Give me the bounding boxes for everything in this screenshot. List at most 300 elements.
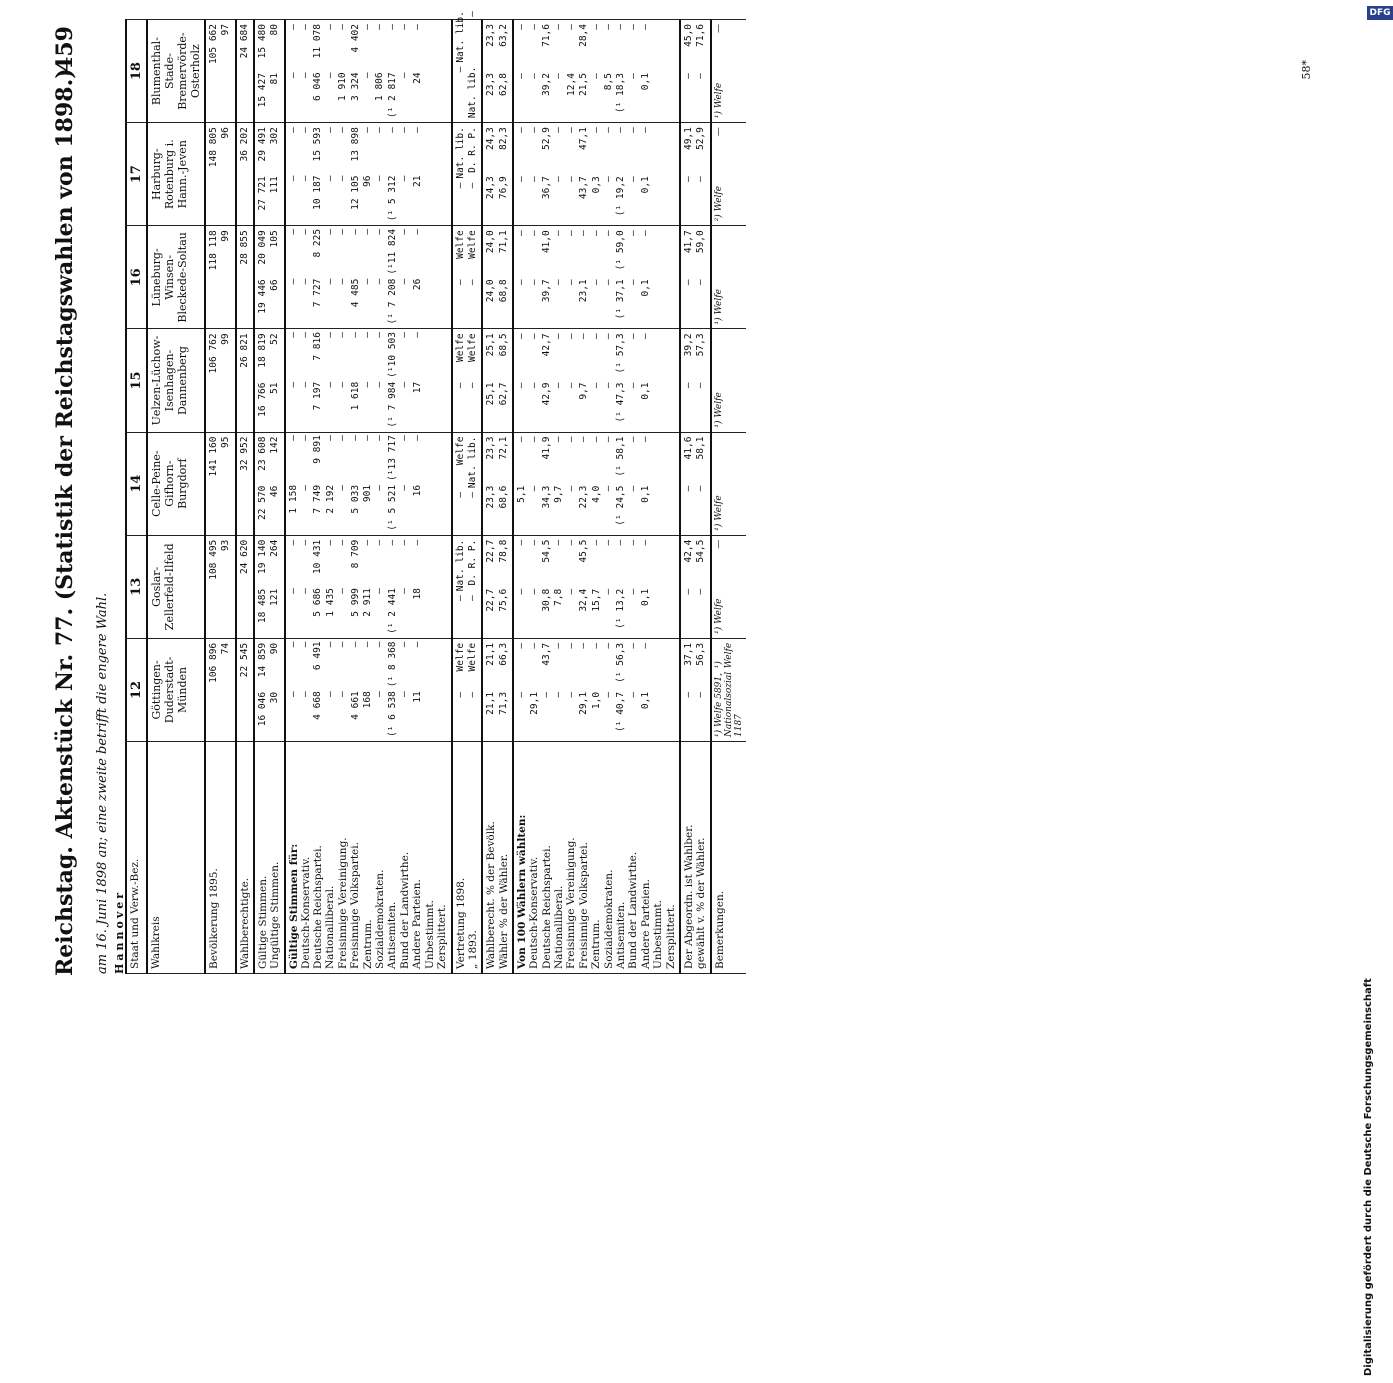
- stimmen-cell-value: 29 491: [256, 127, 268, 162]
- wahlberechtigte-row: [236, 20, 254, 974]
- parteien-cell-value: —: [362, 278, 374, 285]
- von100-cell-value: —: [590, 127, 602, 133]
- wahlkreis-number: 12: [126, 638, 147, 741]
- wahlkreis-name: Harburg-Rotenburg i. Hann.-Jeven: [147, 123, 205, 226]
- von100-cell-value: —: [627, 24, 639, 30]
- von100-cell-value: —: [627, 230, 639, 237]
- parteien-row: [285, 20, 452, 974]
- prozent-cell-value: 24,0: [485, 230, 497, 254]
- parteien-cell-value: 4 668: [312, 691, 324, 720]
- bevoelkerung-cell-value: 95: [220, 436, 232, 449]
- parteien-cell-value: —: [324, 175, 336, 182]
- von100-cell-value: —: [578, 436, 590, 443]
- bevoelkerung-cell: [205, 123, 236, 226]
- von100-cell-value: 28,4: [578, 24, 590, 47]
- vertretung-label-line: „ 1893.: [466, 930, 479, 969]
- bevoelkerung-cell-value: 141 160: [208, 436, 219, 477]
- von100-cell-value: —: [627, 691, 639, 698]
- stimmen-cell-value: 46: [269, 485, 281, 498]
- parteien-cell-value: 1 435: [324, 588, 336, 617]
- staat-label: Staat und Verw.-Bez.: [126, 742, 147, 974]
- vertretung-cell-value: Welfe: [466, 230, 478, 259]
- parteien-label-line: Antisemiten.: [386, 901, 399, 969]
- vertretung-cell-value: Nat. lib.: [466, 66, 478, 119]
- stimmen-cell-value: 22 570: [256, 485, 268, 520]
- von100-cell-value: —: [615, 24, 627, 30]
- parteien-cell-value: —: [349, 641, 361, 648]
- von100-cell-value: 0,1: [640, 176, 652, 194]
- bemerkung-text: ¹) Welfe 5891, Nationalsozial 1187: [713, 671, 744, 737]
- parteien-cell-value: —: [287, 24, 299, 30]
- stimmen-cell: [254, 123, 285, 226]
- von100-cell-value: —: [565, 127, 577, 133]
- wahlkreis-number: 16: [126, 226, 147, 329]
- parteien-cell-value: —: [374, 539, 386, 546]
- stimmen-cell-value: 80: [269, 24, 281, 36]
- parteien-cell-value: —: [362, 332, 374, 338]
- vertretung-cell-value: D. R. P.: [466, 127, 478, 173]
- von100-label-line: Bund der Landwirthe.: [627, 851, 640, 969]
- von100-cell-value: —: [627, 127, 639, 133]
- von100-cell-value: —: [602, 485, 614, 492]
- parteien-cell-value: 26: [411, 278, 423, 291]
- vertretung-label: [452, 742, 483, 974]
- von100-cell-value: —: [590, 539, 602, 546]
- prozent-cell-value: 66,3: [497, 642, 509, 666]
- abgeordneter-label-line: gewählt v. % der Wähler.: [695, 837, 708, 969]
- stimmen-row: [254, 20, 285, 974]
- von100-cell-value: —: [640, 436, 652, 443]
- abgeordneter-cell-value: —: [695, 176, 707, 182]
- von100-cell-value: —: [640, 230, 652, 237]
- prozent-cell-value: 76,9: [497, 176, 509, 200]
- von100-cell-value: —: [590, 279, 602, 286]
- von100-cell-value: (¹ 13,2: [615, 588, 627, 629]
- parteien-cell-value: 21: [411, 175, 423, 187]
- bemerkungen-label: Bemerkungen.: [711, 742, 746, 974]
- stimmen-cell-value: 16 766: [256, 382, 268, 417]
- prozent-label-line: Wähler % der Wähler.: [497, 853, 510, 969]
- vertretung-cell: [452, 11, 483, 123]
- parteien-cell-value: —: [337, 484, 349, 491]
- stimmen-label-line: Gültige Stimmen.: [256, 875, 269, 969]
- von100-cell-value: —: [602, 24, 614, 30]
- parteien-cell-value: 6 491: [312, 641, 324, 671]
- parteien-cell-value: —: [300, 381, 312, 388]
- vertretung-cell-value: Welfe: [454, 642, 466, 672]
- von100-cell-value: —: [627, 642, 639, 649]
- parteien-cell: [285, 226, 452, 329]
- parteien-cell-value: 4 402: [349, 24, 361, 53]
- von100-label-line: Unbestimmt.: [652, 900, 665, 969]
- vertretung-cell-value: —: [454, 492, 466, 498]
- abgeordneter-cell: [680, 20, 711, 123]
- parteien-cell-value: 6 046: [312, 72, 324, 101]
- von100-cell-value: —: [516, 539, 528, 546]
- von100-cell-value: 52,9: [540, 127, 552, 151]
- von100-cell-value: —: [590, 230, 602, 237]
- abgeordneter-cell-value: 41,7: [683, 230, 694, 254]
- prozent-cell-value: 22,7: [485, 588, 497, 612]
- parteien-cell-value: —: [337, 228, 349, 235]
- von100-cell-value: —: [565, 230, 577, 237]
- von100-label-line: Deutsche Reichspartei.: [540, 845, 553, 969]
- von100-cell-value: —: [553, 642, 565, 649]
- von100-cell-value: 1,0: [590, 691, 602, 710]
- von100-cell-value: —: [640, 333, 652, 340]
- abgeordneter-cell-value: —: [683, 382, 694, 389]
- von100-cell-value: (¹ 58,1: [615, 436, 627, 477]
- von100-cell-value: —: [565, 333, 577, 340]
- bemerkung-cell: [711, 226, 746, 329]
- prozent-cell-value: 71,1: [497, 230, 509, 254]
- von100-cell-value: —: [516, 588, 528, 595]
- stimmen-cell-value: 66: [269, 279, 281, 291]
- stimmen-cell-value: 264: [269, 539, 281, 557]
- parteien-cell-value: —: [399, 691, 411, 697]
- von100-cell-value: —: [627, 333, 639, 340]
- parteien-label-line: Zentrum.: [361, 919, 374, 969]
- von100-cell-value: —: [627, 279, 639, 286]
- prozent-cell-value: 82,3: [497, 127, 509, 151]
- von100-cell-value: 15,7: [590, 588, 602, 612]
- parteien-cell-value: (¹ 5 521: [386, 484, 398, 531]
- parteien-cell-value: —: [324, 641, 336, 648]
- parteien-cell-value: —: [324, 332, 336, 338]
- prozent-cell-value: 68,6: [497, 485, 509, 509]
- von100-label-line: Antisemiten.: [614, 901, 627, 969]
- von100-cell-value: —: [528, 485, 540, 492]
- parteien-cell-value: —: [300, 539, 312, 546]
- bevoelkerung-cell: [205, 638, 236, 741]
- parteien-cell-value: (¹ 2 817: [386, 72, 398, 119]
- parteien-cell-value: 2 911: [362, 588, 374, 617]
- von100-cell-value: —: [602, 127, 614, 133]
- vertretung-cell-value: Welfe: [454, 230, 466, 259]
- parteien-cell-value: —: [411, 332, 423, 338]
- stimmen-cell: [254, 329, 285, 432]
- bevoelkerung-cell-value: 74: [220, 642, 232, 655]
- bemerkung-cell: [711, 432, 746, 535]
- von100-cell-value: —: [528, 279, 540, 286]
- abgeordneter-cell-value: 56,3: [695, 642, 707, 666]
- vertretung-cell-value: —: [454, 691, 466, 698]
- von100-cell-value: —: [565, 588, 577, 595]
- vertretung-cell-value: Nat. lib.: [454, 11, 466, 63]
- von100-cell-value: (¹ 47,3: [615, 382, 627, 423]
- parteien-cell-value: —: [374, 641, 386, 648]
- bevoelkerung-cell-value: 106 896: [208, 642, 219, 683]
- parteien-cell-value: —: [374, 691, 386, 697]
- parteien-cell-value: (¹ 8 368: [386, 641, 398, 688]
- von100-cell-value: —: [627, 73, 639, 79]
- abgeordneter-cell-value: 59,0: [695, 230, 707, 254]
- parteien-cell-value: 10 431: [312, 539, 324, 575]
- von100-cell-value: —: [602, 382, 614, 389]
- abgeordneter-cell: [680, 226, 711, 329]
- von100-cell-value: (¹ 37,1: [615, 279, 627, 320]
- von100-cell-value: —: [590, 24, 602, 30]
- von100-cell-value: —: [553, 691, 565, 698]
- von100-cell-value: 41,9: [540, 436, 552, 460]
- von100-cell-value: 7,8: [553, 588, 565, 606]
- parteien-cell-value: —: [411, 24, 423, 30]
- parteien-cell-value: —: [300, 24, 312, 30]
- prozent-cell-value: 63,2: [497, 24, 509, 47]
- parteien-cell-value: 4 661: [349, 691, 361, 720]
- von100-cell-value: —: [528, 333, 540, 340]
- parteien-cell-value: —: [349, 435, 361, 441]
- abgeordneter-label-line: Der Abgeordn. ist Wahlber.: [683, 824, 695, 969]
- bemerkung-text: ¹) Welfe: [713, 392, 724, 428]
- von100-label-line: Zersplittert.: [664, 904, 677, 969]
- dfg-notice: Digitalisierung gefördert durch die Deutsche Forschungsgemeinschaft: [1363, 978, 1374, 1376]
- von100-cell-value: —: [553, 24, 565, 30]
- prozent-cell: [482, 123, 513, 226]
- parteien-cell-value: —: [374, 24, 386, 30]
- vertretung-row: [452, 20, 483, 974]
- von100-cell-value: —: [516, 436, 528, 443]
- von100-cell: [513, 432, 680, 535]
- von100-cell-value: —: [627, 436, 639, 443]
- parteien-cell-value: —: [300, 72, 312, 79]
- von100-cell-value: —: [553, 73, 565, 79]
- parteien-cell-value: 3 324: [349, 72, 361, 101]
- parteien-cell-value: —: [337, 332, 349, 338]
- parteien-cell: [285, 535, 452, 638]
- parteien-cell-value: —: [324, 24, 336, 30]
- von100-cell-value: —: [553, 436, 565, 443]
- von100-cell-value: —: [553, 176, 565, 182]
- bevoelkerung-cell-value: 97: [220, 24, 232, 36]
- parteien-cell-value: —: [349, 228, 361, 235]
- prozent-label: [482, 742, 513, 974]
- parteien-cell-value: —: [362, 435, 374, 441]
- election-statistics-table: [125, 11, 746, 974]
- vertretung-cell-value: —: [466, 279, 478, 286]
- parteien-cell-value: —: [374, 484, 386, 491]
- parteien-label-line: Freisinnige Volkspartei.: [349, 842, 362, 969]
- von100-cell-value: 41,0: [540, 230, 552, 254]
- von100-label-line: Deutsch-Konservativ.: [528, 856, 541, 969]
- abgeordneter-cell: [680, 123, 711, 226]
- von100-cell-value: —: [565, 24, 577, 30]
- wahlberechtigte-cell: 36 202: [236, 123, 254, 226]
- von100-cell-value: (¹ 40,7: [615, 691, 627, 732]
- parteien-cell-value: —: [374, 175, 386, 182]
- parteien-label-line: Deutsch-Konservativ.: [299, 856, 312, 969]
- prozent-cell: [482, 535, 513, 638]
- parteien-cell-value: (¹ 2 441: [386, 588, 398, 634]
- von100-cell-value: —: [516, 176, 528, 182]
- von100-cell-value: 22,3: [578, 485, 590, 509]
- von100-cell-value: —: [602, 588, 614, 595]
- parteien-cell-value: —: [324, 127, 336, 133]
- bevoelkerung-cell: [205, 432, 236, 535]
- prozent-cell-value: 25,1: [485, 382, 497, 406]
- parteien-cell-value: —: [374, 278, 386, 285]
- stimmen-cell-value: 302: [269, 127, 281, 145]
- von100-cell-value: —: [565, 539, 577, 546]
- parteien-cell-value: —: [324, 278, 336, 285]
- von100-cell-value: —: [565, 279, 577, 286]
- von100-cell-value: —: [553, 333, 565, 340]
- parteien-cell-value: 9 891: [312, 435, 324, 464]
- parteien-cell-value: —: [386, 24, 398, 30]
- parteien-cell-value: —: [287, 175, 299, 182]
- parteien-label-line: Zersplittert.: [436, 904, 449, 969]
- prozent-cell: [482, 20, 513, 123]
- parteien-cell-value: —: [337, 691, 349, 697]
- parteien-cell-value: 11: [411, 691, 423, 703]
- bevoelkerung-cell-value: 99: [220, 230, 232, 242]
- bevoelkerung-cell-value: 108 495: [208, 539, 219, 580]
- parteien-cell-value: —: [300, 278, 312, 285]
- parteien-cell-value: 4 485: [349, 278, 361, 308]
- prozent-cell-value: 68,8: [497, 279, 509, 303]
- wahlkreis-row: [147, 20, 205, 974]
- bemerkung-cell: [711, 329, 746, 432]
- parteien-cell-value: (¹11 824: [386, 228, 398, 275]
- column-number-row: [126, 20, 147, 974]
- vertretung-cell-value: —: [454, 66, 466, 73]
- stimmen-cell-value: 27 721: [256, 176, 268, 211]
- parteien-cell: [285, 20, 452, 123]
- abgeordneter-cell-value: 45,0: [683, 24, 694, 47]
- von100-label-line: Sozialdemokraten.: [602, 869, 615, 969]
- parteien-cell-value: —: [399, 127, 411, 133]
- parteien-cell-value: —: [374, 381, 386, 388]
- prozent-cell: [482, 432, 513, 535]
- von100-cell-value: 45,5: [578, 539, 590, 563]
- prozent-cell-value: 24,0: [485, 279, 497, 303]
- von100-cell-value: 39,2: [540, 73, 552, 96]
- stimmen-cell-value: 111: [269, 176, 281, 194]
- stimmen-cell-value: 15 427: [256, 73, 268, 108]
- vertretung-cell-value: Welfe: [466, 333, 478, 363]
- von100-cell-value: —: [528, 642, 540, 649]
- parteien-cell-value: —: [300, 588, 312, 594]
- parteien-cell-value: —: [300, 175, 312, 182]
- von100-cell-value: (¹ 19,2: [615, 176, 627, 217]
- parteien-cell-value: —: [362, 539, 374, 546]
- parteien-cell-value: (¹ 7 208: [386, 278, 398, 325]
- parteien-cell-value: —: [300, 484, 312, 491]
- parteien-cell-value: 5 686: [312, 588, 324, 617]
- von100-cell-value: —: [553, 127, 565, 133]
- abgeordneter-cell: [680, 535, 711, 638]
- abgeordneter-cell-value: —: [683, 485, 694, 492]
- bevoelkerung-cell-value: 105 662: [208, 24, 219, 65]
- parteien-cell-value: 15 593: [312, 127, 324, 162]
- stimmen-cell-value: 18 485: [256, 588, 268, 624]
- vertretung-cell-value: Welfe: [454, 333, 466, 363]
- parteien-cell-value: 7 727: [312, 278, 324, 308]
- parteien-cell-value: —: [399, 381, 411, 388]
- stimmen-cell-value: 19 446: [256, 279, 268, 314]
- page-number: 459: [52, 26, 78, 72]
- parteien-cell-value: 901: [362, 484, 374, 503]
- parteien-cell-value: —: [300, 127, 312, 133]
- state-name: Hannover: [113, 889, 126, 974]
- von100-cell-value: —: [528, 24, 540, 30]
- bemerkung-text: ¹) Welfe: [713, 82, 724, 119]
- wahlkreis-number: 14: [126, 432, 147, 535]
- prozent-cell-value: 22,7: [485, 539, 497, 563]
- abgeordneter-cell-value: —: [683, 279, 694, 286]
- prozent-cell-value: 23,3: [485, 24, 497, 47]
- parteien-cell: [285, 329, 452, 432]
- von100-cell-value: 0,1: [640, 691, 652, 710]
- parteien-cell-value: —: [399, 72, 411, 79]
- von100-cell-value: (¹ 57,3: [615, 333, 627, 374]
- parteien-cell-value: (¹ 6 538: [386, 691, 398, 737]
- prozent-cell-value: 62,8: [497, 73, 509, 96]
- parteien-cell-value: 17: [411, 381, 423, 394]
- abgeordneter-row: [680, 20, 711, 974]
- von100-cell-value: —: [640, 24, 652, 30]
- parteien-cell-value: —: [337, 24, 349, 30]
- parteien-cell-value: —: [362, 127, 374, 133]
- von100-cell-value: —: [565, 691, 577, 698]
- parteien-cell-value: —: [374, 127, 386, 133]
- prozent-cell-value: 62,7: [497, 382, 509, 406]
- abgeordneter-cell-value: —: [683, 691, 694, 698]
- prozent-cell-value: 23,3: [485, 73, 497, 96]
- von100-cell-value: —: [528, 127, 540, 133]
- von100-cell-value: —: [565, 436, 577, 443]
- parteien-cell-value: —: [324, 228, 336, 235]
- parteien-cell-value: —: [300, 691, 312, 697]
- von100-cell-value: 34,3: [540, 485, 552, 509]
- parteien-cell-value: 10 187: [312, 175, 324, 210]
- von100-cell-value: 0,1: [640, 73, 652, 91]
- stimmen-label-line: Ungültige Stimmen.: [269, 861, 282, 969]
- bevoelkerung-cell-value: 99: [220, 333, 232, 345]
- von100-cell-value: (¹ 24,5: [615, 485, 627, 526]
- von100-cell-value: —: [627, 382, 639, 389]
- von100-cell-value: —: [640, 539, 652, 546]
- parteien-cell-value: 1 158: [287, 484, 299, 514]
- parteien-cell-value: 16: [411, 484, 423, 497]
- von100-cell-value: 4,0: [590, 485, 602, 503]
- von100-cell-value: —: [590, 73, 602, 79]
- vertretung-cell-value: Nat. lib.: [454, 127, 466, 179]
- parteien-cell-value: —: [287, 588, 299, 594]
- von100-cell-value: (¹ 18,3: [615, 73, 627, 114]
- parteien-cell-value: —: [324, 691, 336, 697]
- von100-cell: [513, 123, 680, 226]
- von100-cell-value: —: [516, 279, 528, 286]
- parteien-cell-value: —: [399, 175, 411, 182]
- von100-cell-value: —: [565, 642, 577, 649]
- parteien-cell-value: —: [362, 24, 374, 30]
- von100-cell-value: —: [640, 127, 652, 133]
- parteien-cell: [285, 638, 452, 741]
- stimmen-cell-value: 16 046: [256, 691, 268, 727]
- von100-cell-value: —: [627, 539, 639, 546]
- parteien-cell-value: 8 225: [312, 228, 324, 258]
- abgeordneter-cell: [680, 432, 711, 535]
- von100-cell-value: —: [590, 642, 602, 649]
- stimmen-cell-value: 18 819: [256, 333, 268, 368]
- wahlkreis-name: Uelzen-Lüchow-Isenhagen-Dannenberg: [147, 329, 205, 432]
- von100-cell-value: 36,7: [540, 176, 552, 200]
- abgeordneter-cell-value: 42,4: [683, 539, 694, 563]
- parteien-cell-value: —: [411, 228, 423, 235]
- vertretung-cell-value: —: [454, 279, 466, 286]
- bemerkung-text: —: [713, 539, 724, 549]
